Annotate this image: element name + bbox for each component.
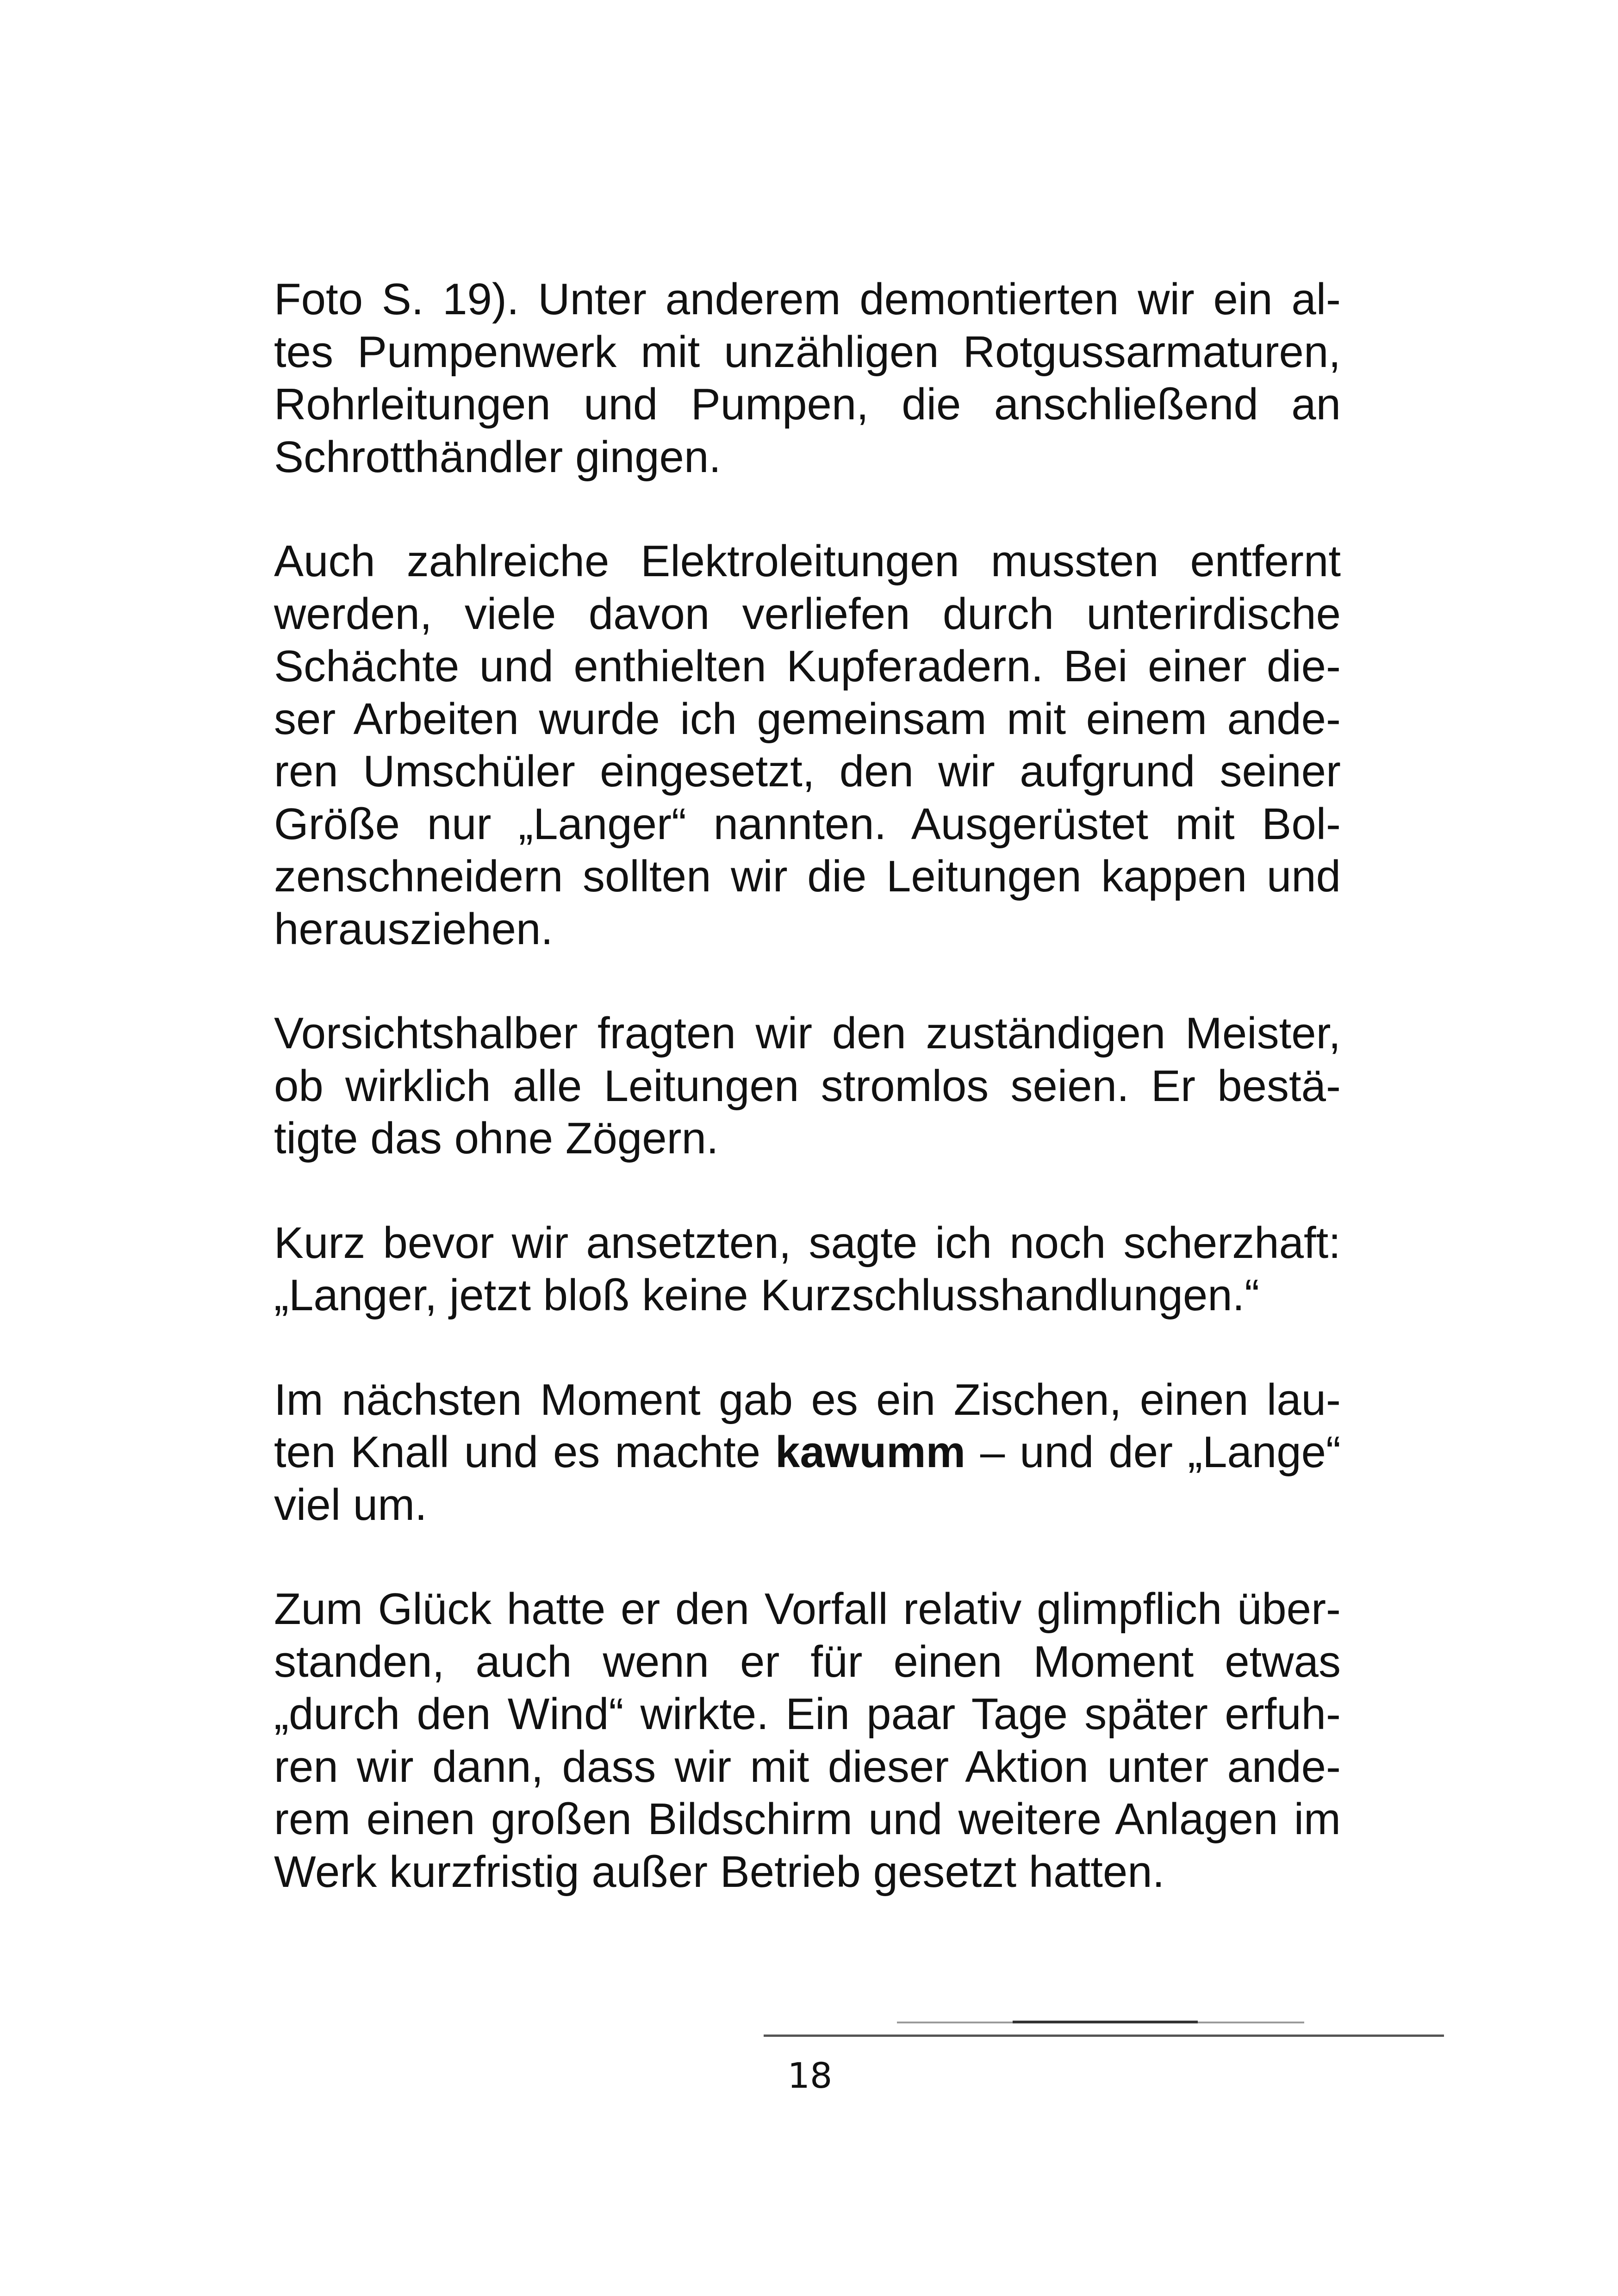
bold-word: kawumm (775, 1427, 965, 1477)
text-line: zenschneidern sollten wir die Leitungen kappen und (274, 852, 1341, 901)
footer-divider (1013, 2021, 1198, 2023)
paragraph-4 (274, 1217, 1341, 1322)
text-line: „Langer, jetzt bloß keine Kurzschlusshandlungen.“ (274, 1270, 1260, 1320)
paragraph-6 (274, 1583, 1341, 1898)
paragraph-2 (274, 535, 1341, 955)
text-line: Schächte und enthielten Kupferadern. Bei einer die- (274, 641, 1341, 691)
text-line: Schrotthändler gingen. (274, 432, 721, 482)
page-number: 18 (787, 2055, 833, 2096)
paragraph-1 (274, 273, 1341, 483)
text-segment: – und der „Lange“ (965, 1427, 1341, 1477)
text-line: viel um. (274, 1480, 427, 1530)
text-line: werden, viele davon verliefen durch unterirdische (274, 589, 1341, 639)
text-line-with-emphasis (274, 1426, 1341, 1479)
text-line: Auch zahlreiche Elektroleitungen mussten entfernt (274, 536, 1341, 586)
text-line: Zum Glück hatte er den Vorfall relativ glimpflich über- (274, 1584, 1341, 1634)
text-line: Vorsichtshalber fragten wir den zuständigen Meister, (274, 1008, 1341, 1058)
paragraph-5 (274, 1374, 1341, 1531)
text-line: ren wir dann, dass wir mit dieser Aktion unter ande- (274, 1742, 1341, 1792)
footer-divider (764, 2035, 1444, 2037)
text-line: ob wirklich alle Leitungen stromlos seien. Er bestä- (274, 1061, 1341, 1111)
text-line: Im nächsten Moment gab es ein Zischen, einen lau- (274, 1375, 1341, 1425)
text-line: Rohrleitungen und Pumpen, die anschließend an (274, 380, 1341, 429)
text-line: Foto S. 19). Unter anderem demontierten wir ein al- (274, 274, 1341, 324)
body-text (274, 273, 1341, 1950)
text-line: ren Umschüler eingesetzt, den wir aufgrund seiner (274, 747, 1341, 796)
text-line: tes Pumpenwerk mit unzähligen Rotgussarmaturen, (274, 327, 1341, 377)
text-line: standen, auch wenn er für einen Moment etwas (274, 1636, 1341, 1686)
text-line: ser Arbeiten wurde ich gemeinsam mit einem ande- (274, 694, 1341, 744)
text-line: herausziehen. (274, 904, 554, 954)
text-line: Kurz bevor wir ansetzten, sagte ich noch scherzhaft: (274, 1218, 1341, 1268)
text-line: „durch den Wind“ wirkte. Ein paar Tage später erfuh- (274, 1689, 1341, 1739)
text-line: Größe nur „Langer“ nannten. Ausgerüstet mit Bol- (274, 799, 1341, 849)
text-segment: ten Knall und es machte (274, 1427, 776, 1477)
text-line: rem einen großen Bildschirm und weitere Anlagen im (274, 1794, 1341, 1844)
paragraph-3 (274, 1007, 1341, 1165)
text-line: tigte das ohne Zögern. (274, 1114, 719, 1163)
text-line: Werk kurzfristig außer Betrieb gesetzt hatten. (274, 1847, 1165, 1897)
